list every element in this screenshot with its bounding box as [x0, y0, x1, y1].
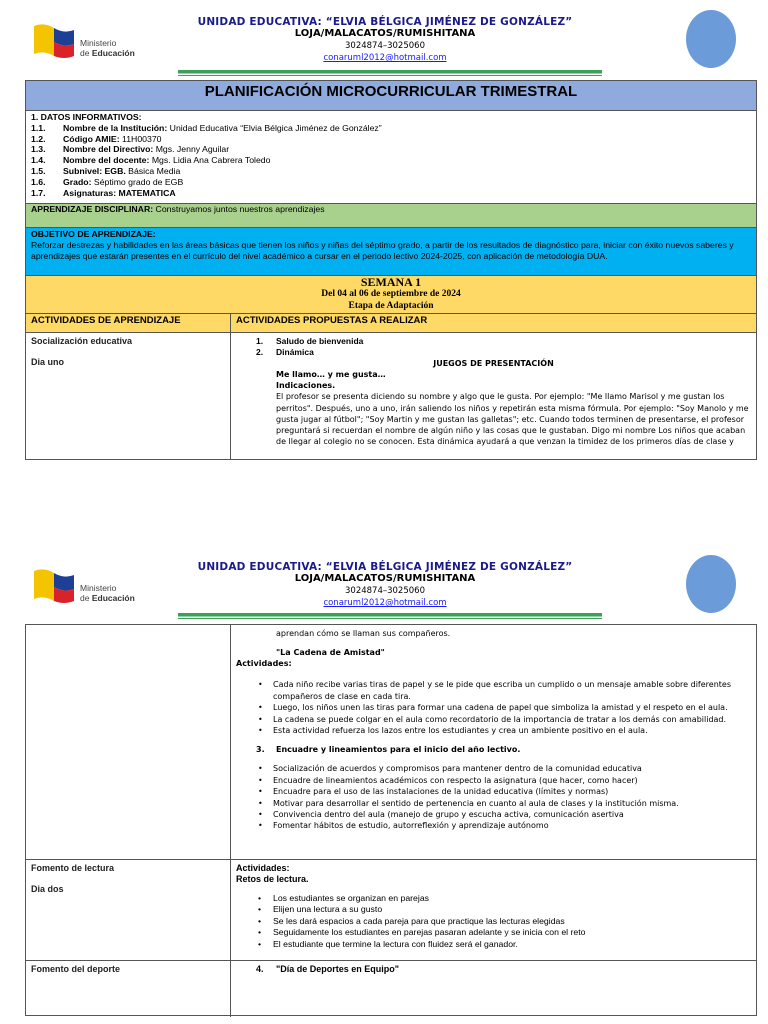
school-phone: 3024874–3025060 [345, 41, 425, 51]
list-item: • Fomentar hábitos de estudio, autorreflexión y aprendizaje autónomo [236, 820, 751, 831]
semana-header [26, 276, 756, 314]
list-item: • Esta actividad refuerza los lazos entre los estudiantes y crea un ambiente positivo en el aula. [236, 725, 751, 736]
datos-item: 1.2. Código AMIE: 11H00370 [31, 133, 162, 144]
row-activity-label: Fomento de lectura Dia dos [26, 860, 231, 960]
header-divider [178, 613, 602, 617]
aprendizaje-disciplinar: APRENDIZAJE DISCIPLINAR: Construyamos juntos nuestros aprendizajes [26, 204, 756, 228]
encuadre-list [236, 763, 751, 831]
objetivo-label: OBJETIVO DE APRENDIZAJE: [31, 229, 156, 239]
objetivo-text: Reforzar destrezas y habilidades en las áreas básicas que tienen los niños y niñas del séptimo grado, a partir de los resultados de diagnóstico para, iniciar con éxito nuevos saberes y aprendizajes que estarán presentes en el currículo del nivel académico a cursar en el periodo lectivo 2024-2025, con aplicación de metodología DUA. [31, 240, 734, 261]
logo-line-1: Ministerio [80, 38, 117, 48]
table-row [26, 625, 756, 860]
list-item: • Los estudiantes se organizan en parejas [236, 893, 751, 904]
list-item: • Seguidamente los estudiantes en parejas pasaran adelante y se inicia con el reto [236, 927, 751, 938]
column-header-right: ACTIVIDADES PROPUESTAS A REALIZAR [236, 315, 428, 326]
blue-circle-logo [686, 10, 736, 68]
header-divider [178, 70, 602, 74]
datos-item: 1.6. Grado: Séptimo grado de EGB [31, 176, 184, 187]
school-location: LOJA/MALACATOS/RUMISHITANA [294, 28, 476, 39]
school-name: UNIDAD EDUCATIVA: “ELVIA BÉLGICA JIMÉNEZ DE GONZÁLEZ” [197, 16, 573, 28]
table-row [26, 333, 756, 459]
ministry-logo [32, 22, 142, 66]
column-headers [26, 314, 756, 333]
actividades-label: Actividades: [236, 863, 290, 873]
semana-dates: Del 04 al 06 de septiembre de 2024 [321, 289, 461, 299]
page-header [0, 545, 768, 615]
logo-line-2: de Educación [80, 48, 135, 58]
list-item: • Convivencia dentro del aula (manejo de grupo y escucha activa, comunicación asertiva [236, 809, 751, 820]
datos-item: 1.1. Nombre de la Institución: Unidad Educativa “Elvia Bélgica Jiménez de González” [31, 122, 382, 133]
semana-title: SEMANA 1 [360, 275, 422, 289]
list-item: • Cada niño recibe varias tiras de papel y se le pide que escriba un cumplido o un mensaje amable sobre diferentes compañeros de clase en cada tira. [236, 679, 751, 702]
school-info [170, 561, 600, 609]
list-item: • La cadena se puede colgar en el aula como recordatorio de la importancia de tratar a los demás con amabilidad. [236, 714, 751, 725]
list-item: • Socialización de acuerdos y compromisos para mantener dentro de la comunidad educativa [236, 763, 751, 774]
juegos-heading: JUEGOS DE PRESENTACIÓN [433, 359, 554, 368]
list-item: • Se les dará espacios a cada pareja para que practique las lecturas elegidas [236, 916, 751, 927]
list-item: 3. Encuadre y lineamientos para el inicio del año lectivo. [256, 745, 521, 755]
list-item: 4. "Día de Deportes en Equipo" [256, 964, 400, 974]
datos-item: 1.7. Asignaturas: MATEMATICA [31, 187, 176, 198]
blue-circle-logo [686, 555, 736, 613]
school-phone: 3024874–3025060 [345, 586, 425, 596]
semana-stage: Etapa de Adaptación [348, 300, 434, 311]
list-item: • El estudiante que termine la lectura con fluidez será el ganador. [236, 939, 751, 950]
list-item: • Elijen una lectura a su gusto [236, 904, 751, 915]
school-location: LOJA/MALACATOS/RUMISHITANA [294, 573, 476, 584]
planning-table-continued [25, 624, 757, 1016]
school-email-link[interactable]: conaruml2012@hotmail.com [323, 598, 447, 608]
header-divider-thin [178, 618, 602, 619]
row-activity-label: Fomento del deporte [26, 961, 231, 1017]
school-info [170, 16, 600, 64]
retos-list [236, 893, 751, 950]
planning-table [25, 80, 757, 460]
datos-item: 1.4. Nombre del docente: Mgs. Lidia Ana Cabrera Toledo [31, 155, 271, 166]
ministry-logo [32, 567, 142, 611]
dinamica-text: Me llamo… y me gusta… Indicaciones. El profesor se presenta diciendo su nombre y algo que le gusta. Por ejemplo: "Me llamo Marisol y me gustan los perritos". Después, uno a uno, irán saliendo los niños y repetirán esta misma fórmula. Por ejemplo: "Soy Manolo y me gusta jugar al fútbol"; "Soy Martin y me gustan las galletas"; etc. Cuando todos terminen de presentarse, el profesor preguntará si recuerdan el nombre de algún niño y las cosas que le gustaban. Digo mi nombre Los niños que acaban de llegar al colegio no se conocen. Esta dinámica ayudará a que venzan la timidez de los primeros días de clase y [276, 370, 749, 447]
list-item: • Encuadre de lineamientos académicos con respecto la asignatura (que hacer, como hacer) [236, 775, 751, 786]
logo-wordmark: Ministerio de Educación [80, 583, 135, 603]
row-activity-content [231, 333, 756, 459]
row-activity-label: Socialización educativa Dia uno [26, 333, 231, 459]
table-row [26, 961, 756, 1017]
logo-wordmark [80, 38, 135, 58]
row-activity-content [231, 961, 756, 1017]
school-name: UNIDAD EDUCATIVA: “ELVIA BÉLGICA JIMÉNEZ DE GONZÁLEZ” [197, 561, 573, 573]
school-email-link[interactable]: conaruml2012@hotmail.com [323, 53, 447, 63]
page-1 [0, 0, 768, 470]
ecuador-flag-icon [32, 22, 76, 62]
row-activity-content [231, 625, 756, 859]
row-activity-content [231, 860, 756, 960]
actividades-label: Actividades: [236, 659, 292, 669]
page-header [0, 0, 768, 70]
datos-heading: 1. DATOS INFORMATIVOS: [31, 112, 142, 122]
objetivo-aprendizaje [26, 228, 756, 276]
document-title: PLANIFICACIÓN MICROCURRICULAR TRIMESTRAL [26, 81, 756, 111]
list-item: 2. Dinámica [256, 347, 314, 357]
ecuador-flag-icon [32, 567, 76, 607]
retos-heading: Retos de lectura. [236, 874, 309, 884]
list-item: 1. Saludo de bienvenida [256, 336, 364, 346]
list-item: • Motivar para desarrollar el sentido de pertenencia en cuanto al aula de clases y la institución misma. [236, 798, 751, 809]
table-row [26, 860, 756, 961]
cadena-activities-list [236, 679, 751, 736]
header-divider-thin [178, 75, 602, 76]
page-2 [0, 545, 768, 1024]
list-item: • Encuadre para el uso de las instalaciones de la unidad educativa (límites y normas) [236, 786, 751, 797]
cadena-heading: "La Cadena de Amistad" [276, 648, 385, 658]
dinamica-text-cont: aprendan cómo se llaman sus compañeros. [276, 629, 451, 638]
column-header-left: ACTIVIDADES DE APRENDIZAJE [26, 314, 231, 332]
datos-informativos [26, 111, 756, 204]
datos-item: 1.3. Nombre del Directivo: Mgs. Jenny Aguilar [31, 144, 230, 155]
datos-item: 1.5. Subnivel: EGB. Básica Media [31, 165, 181, 176]
list-item: • Luego, los niños unen las tiras para formar una cadena de papel que simboliza la amistad y el respeto en el aula. [236, 702, 751, 713]
